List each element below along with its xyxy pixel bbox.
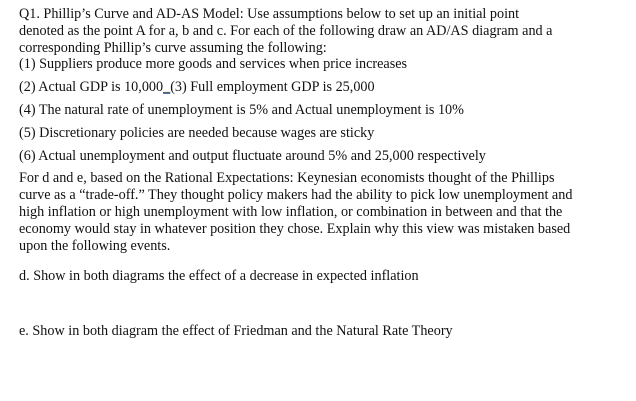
intro-line-1: Q1. Phillip’s Curve and AD-AS Model: Use assumptions below to set up an initial point xyxy=(19,6,520,22)
de-intro-line-5: upon the following events. xyxy=(19,237,171,254)
de-intro-line-3: high inflation or high unemployment with low inflation, or combination in between and that the xyxy=(19,203,563,220)
de-intro-line-2: curve as a “trade-off.” They thought policy makers had the ability to pick low unemployment and xyxy=(19,187,573,204)
de-intro-line-1: For d and e, based on the Rational Expectations: Keynesian economists thought of the Phillips xyxy=(19,170,555,187)
part-d: d. Show in both diagrams the effect of a decrease in expected inflation xyxy=(19,268,419,285)
assumption-5: (5) Discretionary policies are needed because wages are sticky xyxy=(19,124,375,141)
rational-expectations-intro xyxy=(19,170,619,254)
question-intro xyxy=(19,6,619,56)
assumption-3: (3) Full employment GDP is 25,000 xyxy=(170,79,375,96)
assumption-2-3 xyxy=(19,79,619,96)
assumption-6: (6) Actual unemployment and output fluctuate around 5% and 25,000 respectively xyxy=(19,147,486,164)
assumption-2: (2) Actual GDP is 10,000 xyxy=(19,79,164,96)
question-document xyxy=(19,6,619,340)
intro-line-2: denoted as the point A for a, b and c. For each of the following draw an AD/AS diagram and a xyxy=(19,22,553,39)
assumption-2-blank: _ xyxy=(163,79,171,96)
assumption-1: (1) Suppliers produce more goods and services when price increases xyxy=(19,56,408,73)
part-e: e. Show in both diagram the effect of Friedman and the Natural Rate Theory xyxy=(19,323,453,340)
de-intro-line-4: economy would stay in whatever position they chose. Explain why this view was mistaken based xyxy=(19,220,571,237)
intro-line-3: corresponding Phillip’s curve assuming the following: xyxy=(19,39,327,56)
assumption-4: (4) The natural rate of unemployment is 5% and Actual unemployment is 10% xyxy=(19,101,464,118)
